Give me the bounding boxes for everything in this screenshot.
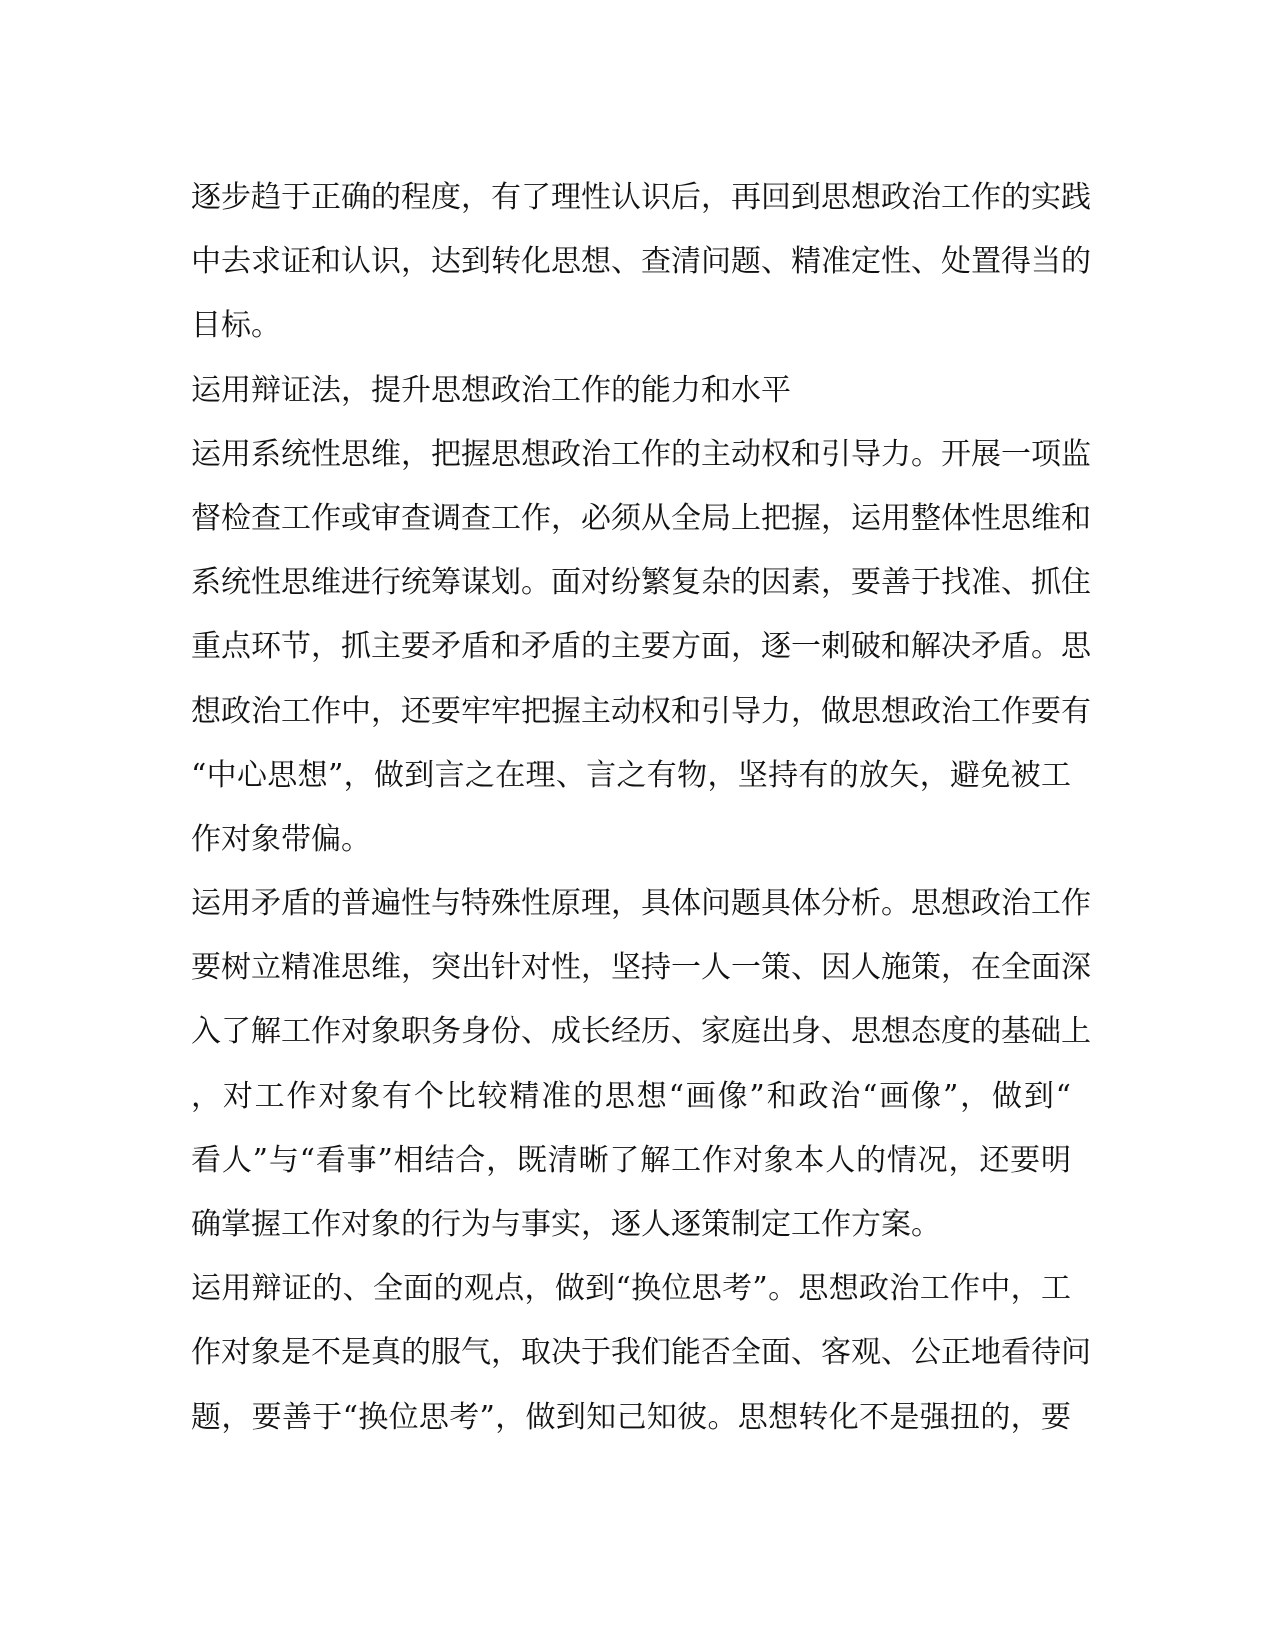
text-line: 确掌握工作对象的行为与事实，逐人逐策制定工作方案。 <box>191 1207 941 1242</box>
text-line: 运用辩证的、全面的观点，做到“换位思考”。思想政治工作中，工 <box>191 1271 1071 1307</box>
text-line: 看人”与“看事”相结合，既清晰了解工作对象本人的情况，还要明 <box>191 1142 1071 1178</box>
text-line: 重点环节，抓主要矛盾和矛盾的主要方面，逐一刺破和解决矛盾。思 <box>191 629 1091 665</box>
text-line: 作对象带偏。 <box>191 821 371 857</box>
body-text <box>191 166 1091 1450</box>
text-line: 作对象是不是真的服气，取决于我们能否全面、客观、公正地看待问 <box>191 1335 1091 1371</box>
section-heading: 运用辩证法，提升思想政治工作的能力和水平 <box>191 372 791 408</box>
text-line: 系统性思维进行统筹谋划。面对纷繁复杂的因素，要善于找准、抓住 <box>191 565 1091 601</box>
text-line: 想政治工作中，还要牢牢把握主动权和引导力，做思想政治工作要有 <box>191 693 1091 729</box>
text-line: 运用系统性思维，把握思想政治工作的主动权和引导力。开展一项监 <box>191 436 1091 472</box>
text-line: 入了解工作对象职务身份、成长经历、家庭出身、思想态度的基础上 <box>191 1014 1091 1050</box>
text-line: 运用矛盾的普遍性与特殊性原理，具体问题具体分析。思想政治工作 <box>191 886 1091 922</box>
text-line: 题，要善于“换位思考”，做到知己知彼。思想转化不是强扭的，要 <box>191 1399 1071 1435</box>
text-line: 逐步趋于正确的程度，有了理性认识后，再回到思想政治工作的实践 <box>191 180 1091 215</box>
text-line: “中心思想”，做到言之在理、言之有物，坚持有的放矢，避免被工 <box>191 757 1071 793</box>
text-line: ，对工作对象有个比较精准的思想“画像”和政治“画像”，做到“ <box>191 1078 1071 1114</box>
text-line: 目标。 <box>191 308 281 344</box>
text-line: 中去求证和认识，达到转化思想、查清问题、精准定性、处置得当的 <box>191 244 1091 280</box>
text-line: 要树立精准思维，突出针对性，坚持一人一策、因人施策，在全面深 <box>191 950 1091 986</box>
text-line: 督检查工作或审查调查工作，必须从全局上把握，运用整体性思维和 <box>191 500 1091 536</box>
